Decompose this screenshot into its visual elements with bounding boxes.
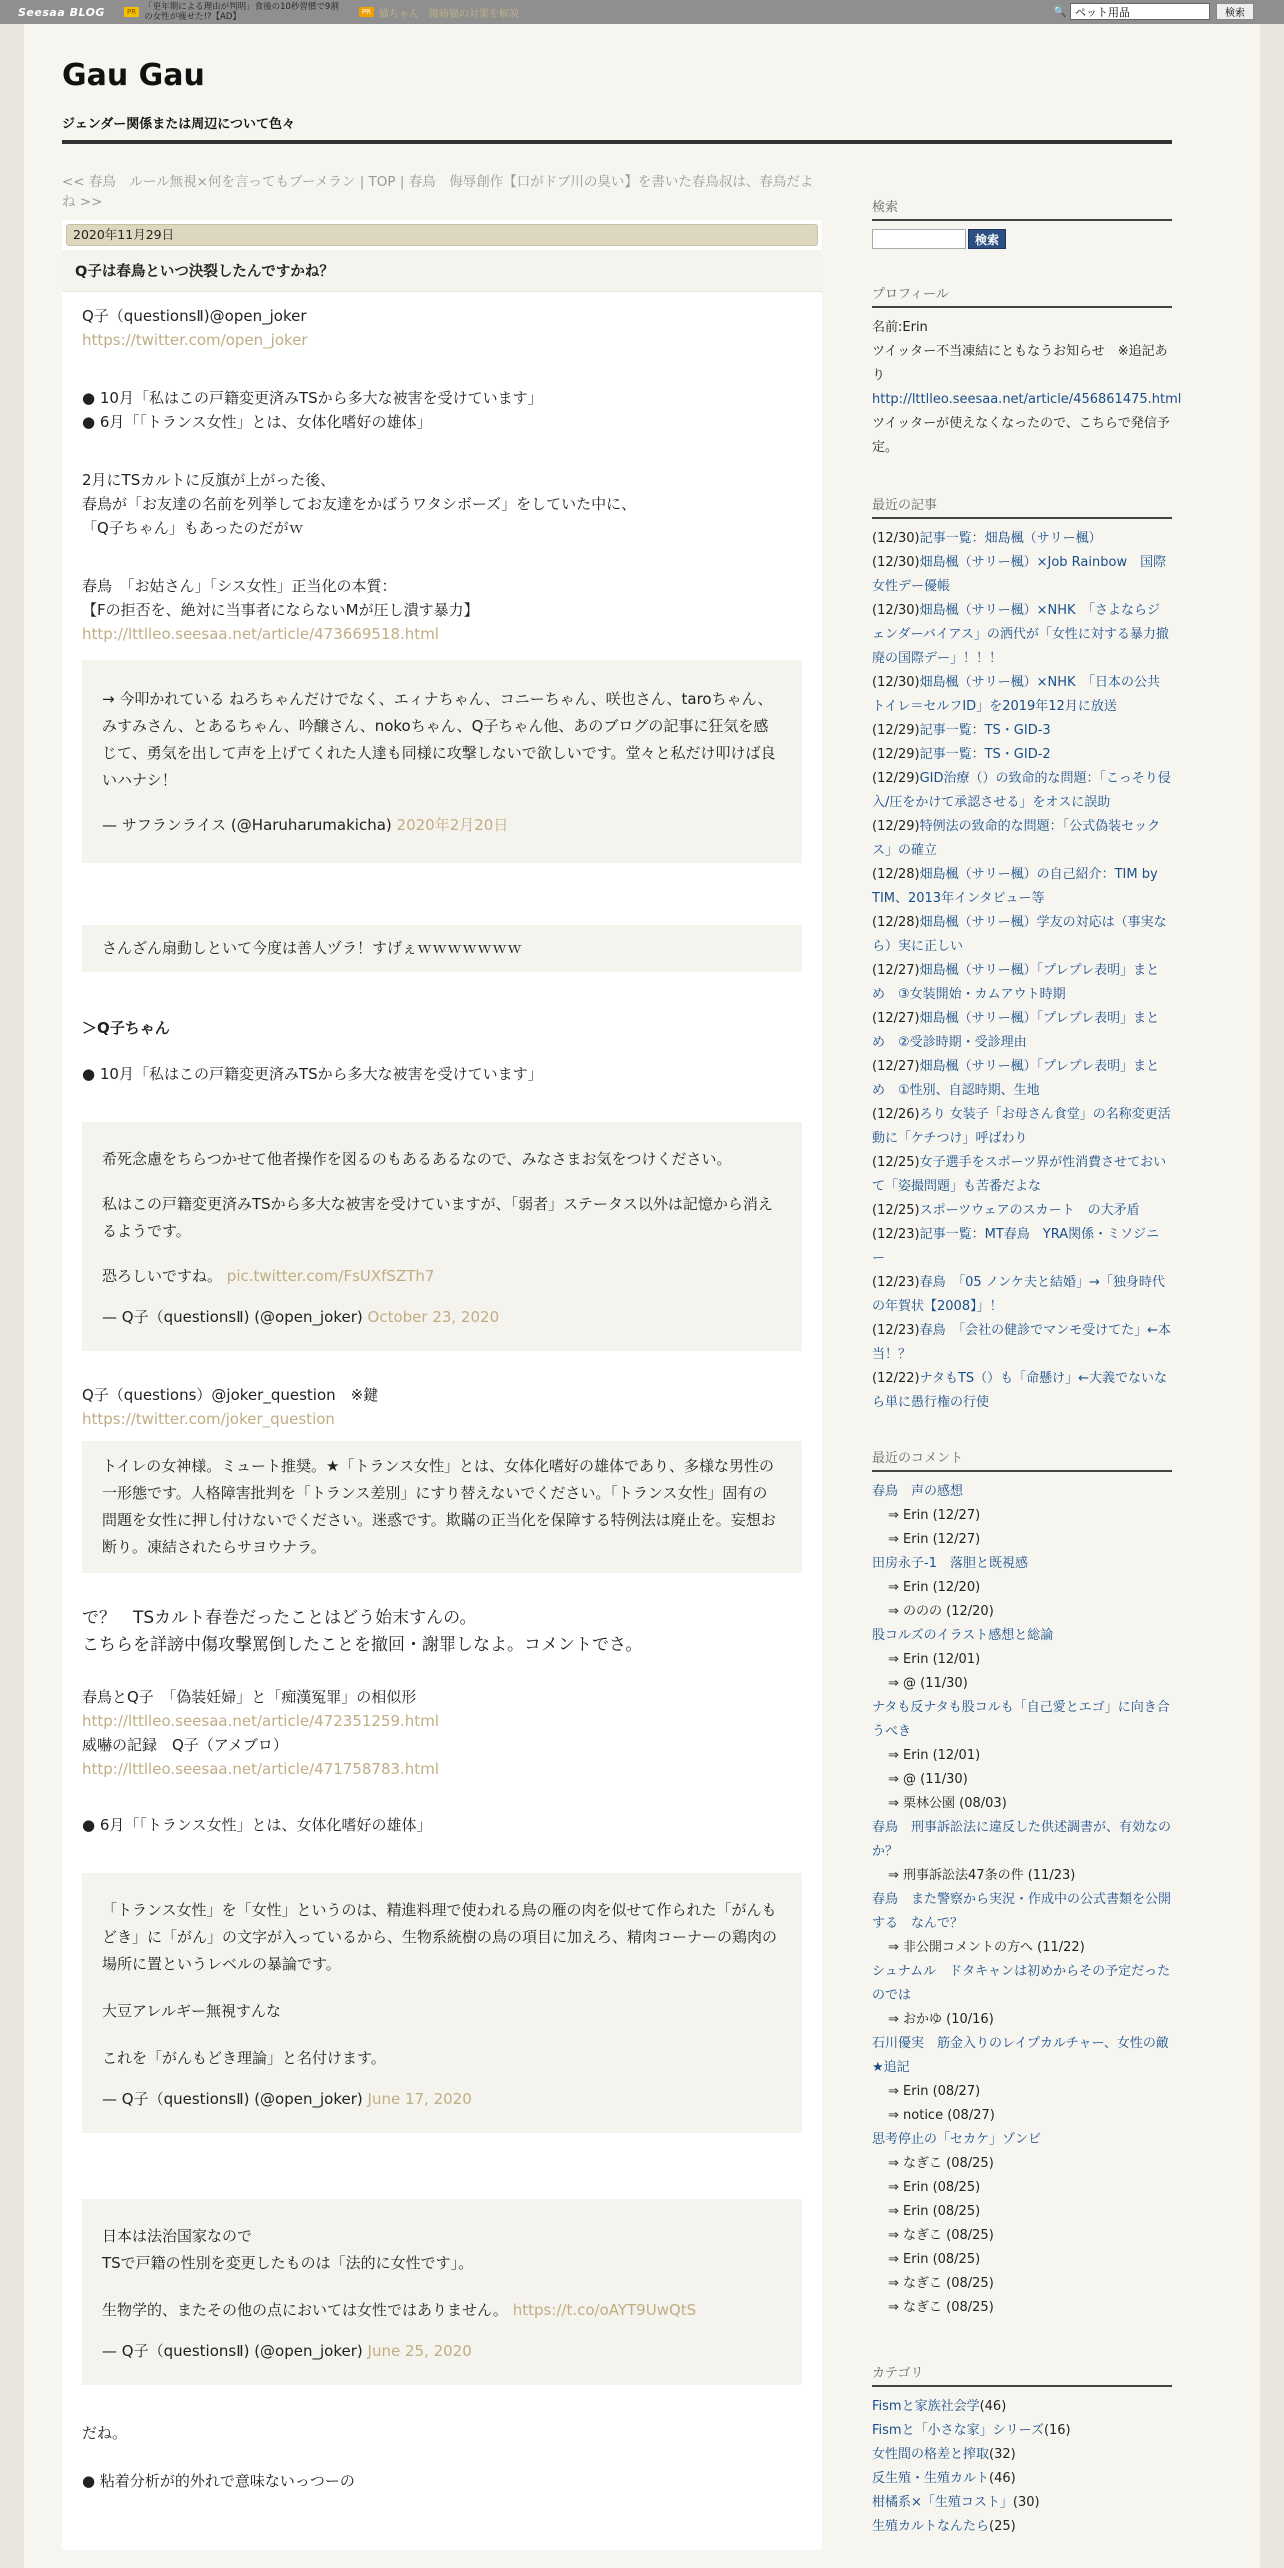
recent-article-date: (12/23) [872, 1323, 920, 1338]
comment-entry[interactable]: ⇒ ののの (12/20) [888, 1604, 994, 1619]
category-block [872, 2362, 1172, 2539]
quote-text: トイレの女神様。ミュート推奨。★「トランス女性」とは、女体化嗜好の雄体であり、多様な男性の一形態です。人格障害批判を「トランス差別」にすり替えないでください。「トランス女性」固有の問題を女性に押し付けないでください。迷惑です。欺瞞の正当化を保障する特例法は廃止を。妄想お断り。凍結されたらサヨウナラ。 [102, 1457, 776, 1556]
text: こちらを詳謗中傷攻撃罵倒したことを撤回・謝罪しなよ。コメントでさ。 [82, 1635, 643, 1655]
comment-article-item [872, 1552, 1172, 1576]
quote-text: 生物学的、またその他の点においては女性ではありません。 [102, 2301, 508, 2319]
recent-article-date: (12/30) [872, 603, 920, 618]
profile-block [872, 283, 1182, 460]
sidebar-heading: 最近のコメント [872, 1447, 1172, 1472]
comment-article-item [872, 2128, 1172, 2152]
recent-article-link[interactable]: 畑島楓（サリー楓）×NHK 「日本の公共トイレ＝セルフID」を2019年12月に放送 [872, 675, 1161, 714]
tweet-date-link[interactable]: 2020年2月20日 [396, 816, 509, 834]
pr-badge: PR [124, 7, 139, 17]
section-heading: ＞Q子ちゃん [82, 1019, 170, 1037]
recent-article-item [872, 959, 1172, 1007]
recent-article-date: (12/27) [872, 963, 920, 978]
recent-article-date: (12/30) [872, 675, 920, 690]
quote-text: 私はこの戸籍変更済みTSから多大な被害を受けていますが、「弱者」ステータス以外は記憶から消えるようです。 [102, 1195, 773, 1240]
recent-article-link[interactable]: ろり 女装子「お母さん食堂」の名称変更活動に「ケチつけ」呼ばわり [872, 1107, 1171, 1146]
article-link[interactable]: http://lttlleo.seesaa.net/article/472351259.html [82, 1712, 439, 1730]
article-body [62, 292, 822, 2493]
tweet-date-link[interactable]: June 17, 2020 [367, 2090, 472, 2108]
comment-entry[interactable]: ⇒ Erin (12/20) [888, 1580, 981, 1595]
text: ● 10月「私はこの戸籍変更済みTSから多大な被害を受けています」 [82, 389, 543, 407]
comment-entry[interactable]: ⇒ なぎこ (08/25) [888, 2228, 994, 2243]
comment-entry[interactable]: ⇒ なぎこ (08/25) [888, 2156, 994, 2171]
comment-entry[interactable]: ⇒ 刑事訴訟法47条の件 (11/23) [888, 1868, 1076, 1883]
sidebar-heading: 最近の記事 [872, 494, 1172, 519]
comment-article-link[interactable]: 春鳥 また警察から実況・作成中の公式書類を公開する なんで？ [872, 1892, 1172, 1931]
recent-article-link[interactable]: 記事一覧：畑島楓（サリー楓） [919, 531, 1102, 546]
comment-entry[interactable]: ⇒ Erin (08/25) [888, 2180, 981, 2195]
comment-article-link[interactable]: 思考停止の「セカケ」ゾンビ [872, 2132, 1042, 2147]
comment-article-item [872, 1816, 1172, 1864]
category-count: (30) [1012, 2495, 1040, 2510]
blog-header [62, 58, 1172, 132]
recent-article-date: (12/30) [872, 555, 920, 570]
comment-entry[interactable]: ⇒ 非公開コメントの方へ (11/22) [888, 1940, 1085, 1955]
category-count: (32) [989, 2447, 1016, 2462]
recent-article-date: (12/28) [872, 867, 920, 882]
comment-entry[interactable]: ⇒ Erin (12/01) [888, 1748, 981, 1763]
search-block [872, 196, 1172, 249]
sidebar [872, 196, 1182, 2567]
recent-article-date: (12/28) [872, 915, 920, 930]
text: Q子（questionsⅡ)@open_joker [82, 307, 307, 325]
recent-article-item [872, 1271, 1172, 1319]
recent-article-link[interactable]: 畑島楓（サリー楓）×NHK 「さよならジェンダーバイアス」の洒代が「女性に対する暴力撤廃の国際デー」！！！ [872, 603, 1169, 666]
quote-author: — サフランライス (@Haruharumakicha) [102, 816, 392, 834]
recent-article-date: (12/27) [872, 1059, 920, 1074]
recent-article-link[interactable]: ナタもTS（）も「命懸け」←大義でないなら単に愚行権の行使 [872, 1371, 1168, 1410]
category-count: (46) [989, 2471, 1016, 2486]
quote-author: — Q子（questionsⅡ) (@open_joker) [102, 2342, 363, 2360]
recent-article-item [872, 743, 1172, 767]
quote-text: 恐ろしいですね。 [102, 1267, 223, 1285]
quote-text: さんざん扇動しといて今度は善人ヅラ！すげぇｗｗｗｗｗｗｗ [102, 939, 523, 957]
recent-article-item [872, 863, 1172, 911]
recent-article-item [872, 911, 1172, 959]
recent-article-date: (12/29) [872, 723, 920, 738]
recent-article-link[interactable]: 畑島楓（サリー楓）「プレプレ表明」まとめ ②受診時期・受診理由 [872, 1011, 1160, 1050]
pager-sep: | [399, 174, 405, 190]
category-link[interactable]: Fismと「小さな家」シリーズ [872, 2423, 1044, 2438]
text: で？ TSカルト春巻だったことはどう始末すんの。 [82, 1608, 477, 1628]
recent-article-link[interactable]: 記事一覧：MT春鳥 YRA関係・ミソジニー [872, 1227, 1160, 1266]
tweet-date-link[interactable]: October 23, 2020 [367, 1308, 500, 1326]
comment-article-link[interactable]: 股コルズのイラスト感想と総論 [872, 1628, 1054, 1643]
recent-article-date: (12/30) [872, 531, 920, 546]
comment-entry[interactable]: ⇒ Erin (12/27) [888, 1532, 981, 1547]
recent-article-date: (12/29) [872, 747, 920, 762]
recent-article-item [872, 1055, 1172, 1103]
recent-article-date: (12/22) [872, 1371, 920, 1386]
recent-article-item [872, 527, 1172, 551]
quote-text: 大豆アレルギー無視すんな [102, 2002, 282, 2020]
quote-text: 希死念慮をちらつかせて他者操作を図るのもあるあるなので、みなさまお気をつけください。 [102, 1150, 732, 1168]
text: 「Q子ちゃん」もあったのだがｗ [82, 519, 304, 537]
comment-article-item [872, 1696, 1172, 1744]
comment-entry[interactable]: ⇒ なぎこ (08/25) [888, 2300, 994, 2315]
comment-entry[interactable]: ⇒ @ (11/30) [888, 1772, 968, 1787]
recent-article-link[interactable]: 畑島楓（サリー楓）×Job Rainbow 国際女性デー優帳 [872, 555, 1167, 594]
tweet-date-link[interactable]: June 25, 2020 [367, 2342, 472, 2360]
category-link[interactable]: 女性間の格差と搾取 [872, 2447, 990, 2462]
text: 春鳥 「お姑さん」「シス女性」正当化の本質： [82, 577, 397, 595]
tweet-quote [82, 660, 802, 863]
recent-article-link[interactable]: 畑島楓（サリー楓）の自己紹介：TIM by TIM、2013年インタビュー等 [872, 867, 1158, 906]
recent-article-item [872, 1103, 1172, 1151]
pager-sep: | [359, 174, 365, 190]
recent-article-link[interactable]: 畑島楓（サリー楓）学友の対応は（事実なら）実に正しい [872, 915, 1167, 954]
recent-article-link[interactable]: スポーツウェアのスカート の大矛盾 [919, 1203, 1140, 1218]
recent-article-item [872, 719, 1172, 743]
recent-article-item [872, 551, 1172, 599]
text: 春鳥とQ子 「偽装妊婦」と「痴漢冤罪」の相似形 [82, 1688, 417, 1706]
quote-author: — Q子（questionsⅡ) (@open_joker) [102, 1308, 363, 1326]
recent-article-date: (12/25) [872, 1155, 920, 1170]
sidebar-heading: 検索 [872, 196, 1172, 221]
comment-article-item [872, 1888, 1172, 1936]
category-item [872, 2467, 1172, 2491]
top-ad-1[interactable] [124, 0, 339, 24]
text: 2月にTSカルトに反旗が上がった後、 [82, 471, 336, 489]
recent-article-date: (12/29) [872, 819, 920, 834]
comment-entry[interactable]: ⇒ なぎこ (08/25) [888, 2276, 994, 2291]
recent-article-item [872, 1151, 1172, 1199]
comment-entry[interactable]: ⇒ Erin (12/27) [888, 1508, 981, 1523]
category-item [872, 2491, 1172, 2515]
profile-link[interactable]: http://lttlleo.seesaa.net/article/456861475.html [872, 392, 1182, 407]
profile-note-2: ツイッターが使えなくなったので、こちらで発信予定。 [872, 416, 1170, 455]
category-link[interactable]: 反生殖・生殖カルト [872, 2471, 990, 2486]
tco-link[interactable]: https://t.co/oAYT9UwQtS [512, 2301, 697, 2319]
text: ● 10月「私はこの戸籍変更済みTSから多大な被害を受けています」 [82, 1065, 543, 1083]
recent-article-link[interactable]: GID治療（）の致命的な問題：「こっそり侵入/圧をかけて承認させる」をオスに誤助 [872, 771, 1171, 810]
recent-article-link[interactable]: 畑島楓（サリー楓）「プレプレ表明」まとめ ③女装開始・カムアウト時期 [872, 963, 1160, 1002]
profile-name: 名前:Erin [872, 320, 928, 335]
text: 威嚇の記録 Q子（アメブロ） [82, 1736, 288, 1754]
article-title[interactable]: Q子は春鳥といつ決裂したんですかね？ [62, 250, 822, 292]
profile-quote [82, 1441, 802, 1573]
quote-text: これを「がんもどき理論」と名付けます。 [102, 2049, 386, 2067]
article-link[interactable]: http://lttlleo.seesaa.net/article/471758783.html [82, 1760, 439, 1778]
recent-articles-block [872, 494, 1172, 1415]
category-link[interactable]: Fismと家族社会学 [872, 2399, 980, 2414]
recent-article-item [872, 767, 1172, 815]
comment-article-link[interactable]: ナタも反ナタも股コルも「自己愛とエゴ」に向き合うべき [872, 1700, 1170, 1739]
site-description: ジェンダー関係または周辺について色々 [62, 117, 295, 132]
comment-article-item [872, 1624, 1172, 1648]
top-search-input[interactable] [1070, 3, 1210, 20]
top-link[interactable]: TOP [368, 174, 396, 190]
category-count: (16) [1043, 2423, 1071, 2438]
next-article-link[interactable]: 春鳥 侮辱創作【口がドブ川の臭い】を書いた春鳥叔は、春鳥だよね >> [62, 174, 814, 210]
article-link[interactable]: http://lttlleo.seesaa.net/article/473669518.html [82, 625, 439, 643]
tweet-quote [82, 925, 802, 972]
text: だね。 [82, 2424, 128, 2442]
category-link[interactable]: 柑橘系×「生殖コスト」 [872, 2495, 1013, 2510]
pic-link[interactable]: pic.twitter.com/FsUXfSZTh7 [226, 1267, 435, 1285]
category-item [872, 2515, 1172, 2539]
text: 【Fの拒否を、絶対に当事者にならないMが圧し潰す暴力】 [82, 601, 479, 619]
recent-article-link[interactable]: 記事一覧：TS・GID-2 [919, 747, 1051, 762]
category-item [872, 2419, 1172, 2443]
tweet-quote [82, 1122, 802, 1351]
recent-article-date: (12/26) [872, 1107, 920, 1122]
recent-article-link[interactable]: 女子選手をスポーツ界が性消費させておいて「姿撮問題」も苦番だよな [872, 1155, 1167, 1194]
tweet-quote [82, 1873, 802, 2133]
comment-entry[interactable]: ⇒ notice (08/27) [888, 2108, 995, 2123]
text: ● 6月「「トランス女性」とは、女体化嗜好の雄体」 [82, 413, 432, 431]
sidebar-heading: カテゴリ [872, 2362, 1172, 2387]
ad-line-1: 「更年期による理由が判明」食後の10秒習慣で9割 [144, 2, 339, 12]
recent-article-item [872, 1007, 1172, 1055]
comment-article-link[interactable]: シュナムル ドタキャンは初めからその予定だったのでは [872, 1964, 1171, 2003]
header-divider [62, 140, 1172, 144]
tweet-quote [82, 2199, 802, 2385]
comment-entry[interactable]: ⇒ 栗林公園 (08/03) [888, 1796, 1007, 1811]
text: Q子（questions）@joker_question ※鍵 [82, 1386, 379, 1404]
comment-article-link[interactable]: 石川優実 筋金入りのレイプカルチャー、女性の敵 ★追記 [872, 2036, 1182, 2075]
article-pager [62, 172, 822, 212]
comment-article-item [872, 2032, 1182, 2080]
category-item [872, 2395, 1172, 2419]
quote-text: 日本は法治国家なので [102, 2227, 253, 2245]
recent-article-date: (12/23) [872, 1275, 920, 1290]
quote-text: 「トランス女性」を「女性」というのは、精進料理で使われる鳥の雁の肉を似せて作られた「がんもどき」に「がん」の文字が入っているから、生物系統樹の鳥の項目に加えろ、精肉コーナーの鶏肉の場所に置というレベルの暴論です。 [102, 1901, 778, 1973]
comment-entry[interactable]: ⇒ おかゆ (10/16) [888, 2012, 994, 2027]
comment-entry[interactable]: ⇒ @ (11/30) [888, 1676, 968, 1691]
recent-article-link[interactable]: 特例法の致命的な問題：「公式偽装セックス」の確立 [872, 819, 1161, 858]
recent-article-link[interactable]: 記事一覧：TS・GID-3 [919, 723, 1051, 738]
recent-article-item [872, 671, 1172, 719]
top-bar [0, 0, 1284, 24]
recent-article-item [872, 815, 1172, 863]
recent-article-item [872, 1319, 1172, 1367]
category-count: (25) [989, 2519, 1016, 2534]
ad-line-2: の女性が痩せた!?【AD】 [144, 12, 241, 22]
recent-article-date: (12/25) [872, 1203, 920, 1218]
comment-entry[interactable]: ⇒ Erin (08/25) [888, 2252, 981, 2267]
comment-entry[interactable]: ⇒ Erin (08/25) [888, 2204, 981, 2219]
top-search-button[interactable]: 検索 [1216, 3, 1254, 20]
quote-text: TSで戸籍の性別を変更したものは「法的に女性です」。 [102, 2254, 474, 2272]
recent-comments-block [872, 1447, 1182, 2320]
twitter-link[interactable]: https://twitter.com/open_joker [82, 331, 308, 349]
recent-article-date: (12/27) [872, 1011, 920, 1026]
profile-note: ツイッター不当凍結にともなうお知らせ ※追記あり [872, 344, 1168, 383]
article-date: 2020年11月29日 [66, 224, 818, 246]
category-count: (46) [979, 2399, 1007, 2414]
top-ad-2[interactable] [359, 5, 519, 20]
recent-article-link[interactable]: 春鳥 「会社の健診でマンモ受けてた」←本当！？ [872, 1323, 1172, 1362]
twitter-link[interactable]: https://twitter.com/joker_question [82, 1410, 335, 1428]
prev-article-link[interactable]: << 春鳥 ルール無視×何を言ってもブーメラン [62, 174, 356, 190]
top-search [1053, 3, 1254, 20]
pr-badge-2: PR [359, 7, 374, 17]
comment-article-link[interactable]: 春鳥 声の感想 [872, 1484, 964, 1499]
recent-article-link[interactable]: 春鳥 「05 ノンケ夫と結婚」→「独身時代の年賀状【2008】」！ [872, 1275, 1165, 1314]
comment-article-link[interactable]: 春鳥 刑事訴訟法に違反した供述調書が、有効なのか？ [872, 1820, 1172, 1859]
recent-article-item [872, 599, 1172, 671]
recent-article-date: (12/23) [872, 1227, 920, 1242]
quote-author: — Q子（questionsⅡ) (@open_joker) [102, 2090, 363, 2108]
article [62, 220, 822, 2550]
comment-article-link[interactable]: 田房永子-1 落胆と既視感 [872, 1556, 1028, 1571]
comment-entry[interactable]: ⇒ Erin (12/01) [888, 1652, 981, 1667]
text: ● 6月「「トランス女性」とは、女体化嗜好の雄体」 [82, 1816, 432, 1834]
sidebar-search-input[interactable] [872, 229, 966, 249]
text: 春鳥が「お友達の名前を列挙してお友達をかばうワタシボーズ」をしていた中に、 [82, 495, 637, 513]
text: ● 粘着分析が的外れで意味ないっつーの [82, 2472, 355, 2490]
quote-text: → 今叩かれている ねろちゃんだけでなく、エィナちゃん、コニーちゃん、咲也さん、taroちゃん、みすみさん、とあるちゃん、吟醸さん、nokoちゃん、Q子ちゃん他、あのブログの記事に狂気を感じて、勇気を出して声を上げてくれた人達も同様に攻撃しないで欲しいです。堂々と私だけ叩けば良いハナシ！ [102, 690, 776, 789]
recent-article-item [872, 1223, 1172, 1271]
recent-article-date: (12/29) [872, 771, 920, 786]
recent-article-link[interactable]: 畑島楓（サリー楓）「プレプレ表明」まとめ ①性別、自認時期、生地 [872, 1059, 1160, 1098]
ad-2-text: 猫ちゃん 腰痛猫の対策を解説 [378, 8, 519, 20]
comment-article-item [872, 1960, 1172, 2008]
recent-article-item [872, 1367, 1172, 1415]
comment-entry[interactable]: ⇒ Erin (08/27) [888, 2084, 981, 2099]
search-icon: 🔍 [1053, 5, 1067, 18]
category-link[interactable]: 生殖カルトなんたら [872, 2519, 990, 2534]
recent-article-item [872, 1199, 1172, 1223]
seesaa-logo[interactable]: Seesaa BLOG [18, 5, 105, 19]
sidebar-search-button[interactable]: 検索 [968, 229, 1006, 249]
category-item [872, 2443, 1172, 2467]
comment-article-item [872, 1480, 1172, 1504]
sidebar-heading: プロフィール [872, 283, 1172, 308]
site-title[interactable]: Gau Gau [62, 58, 205, 93]
